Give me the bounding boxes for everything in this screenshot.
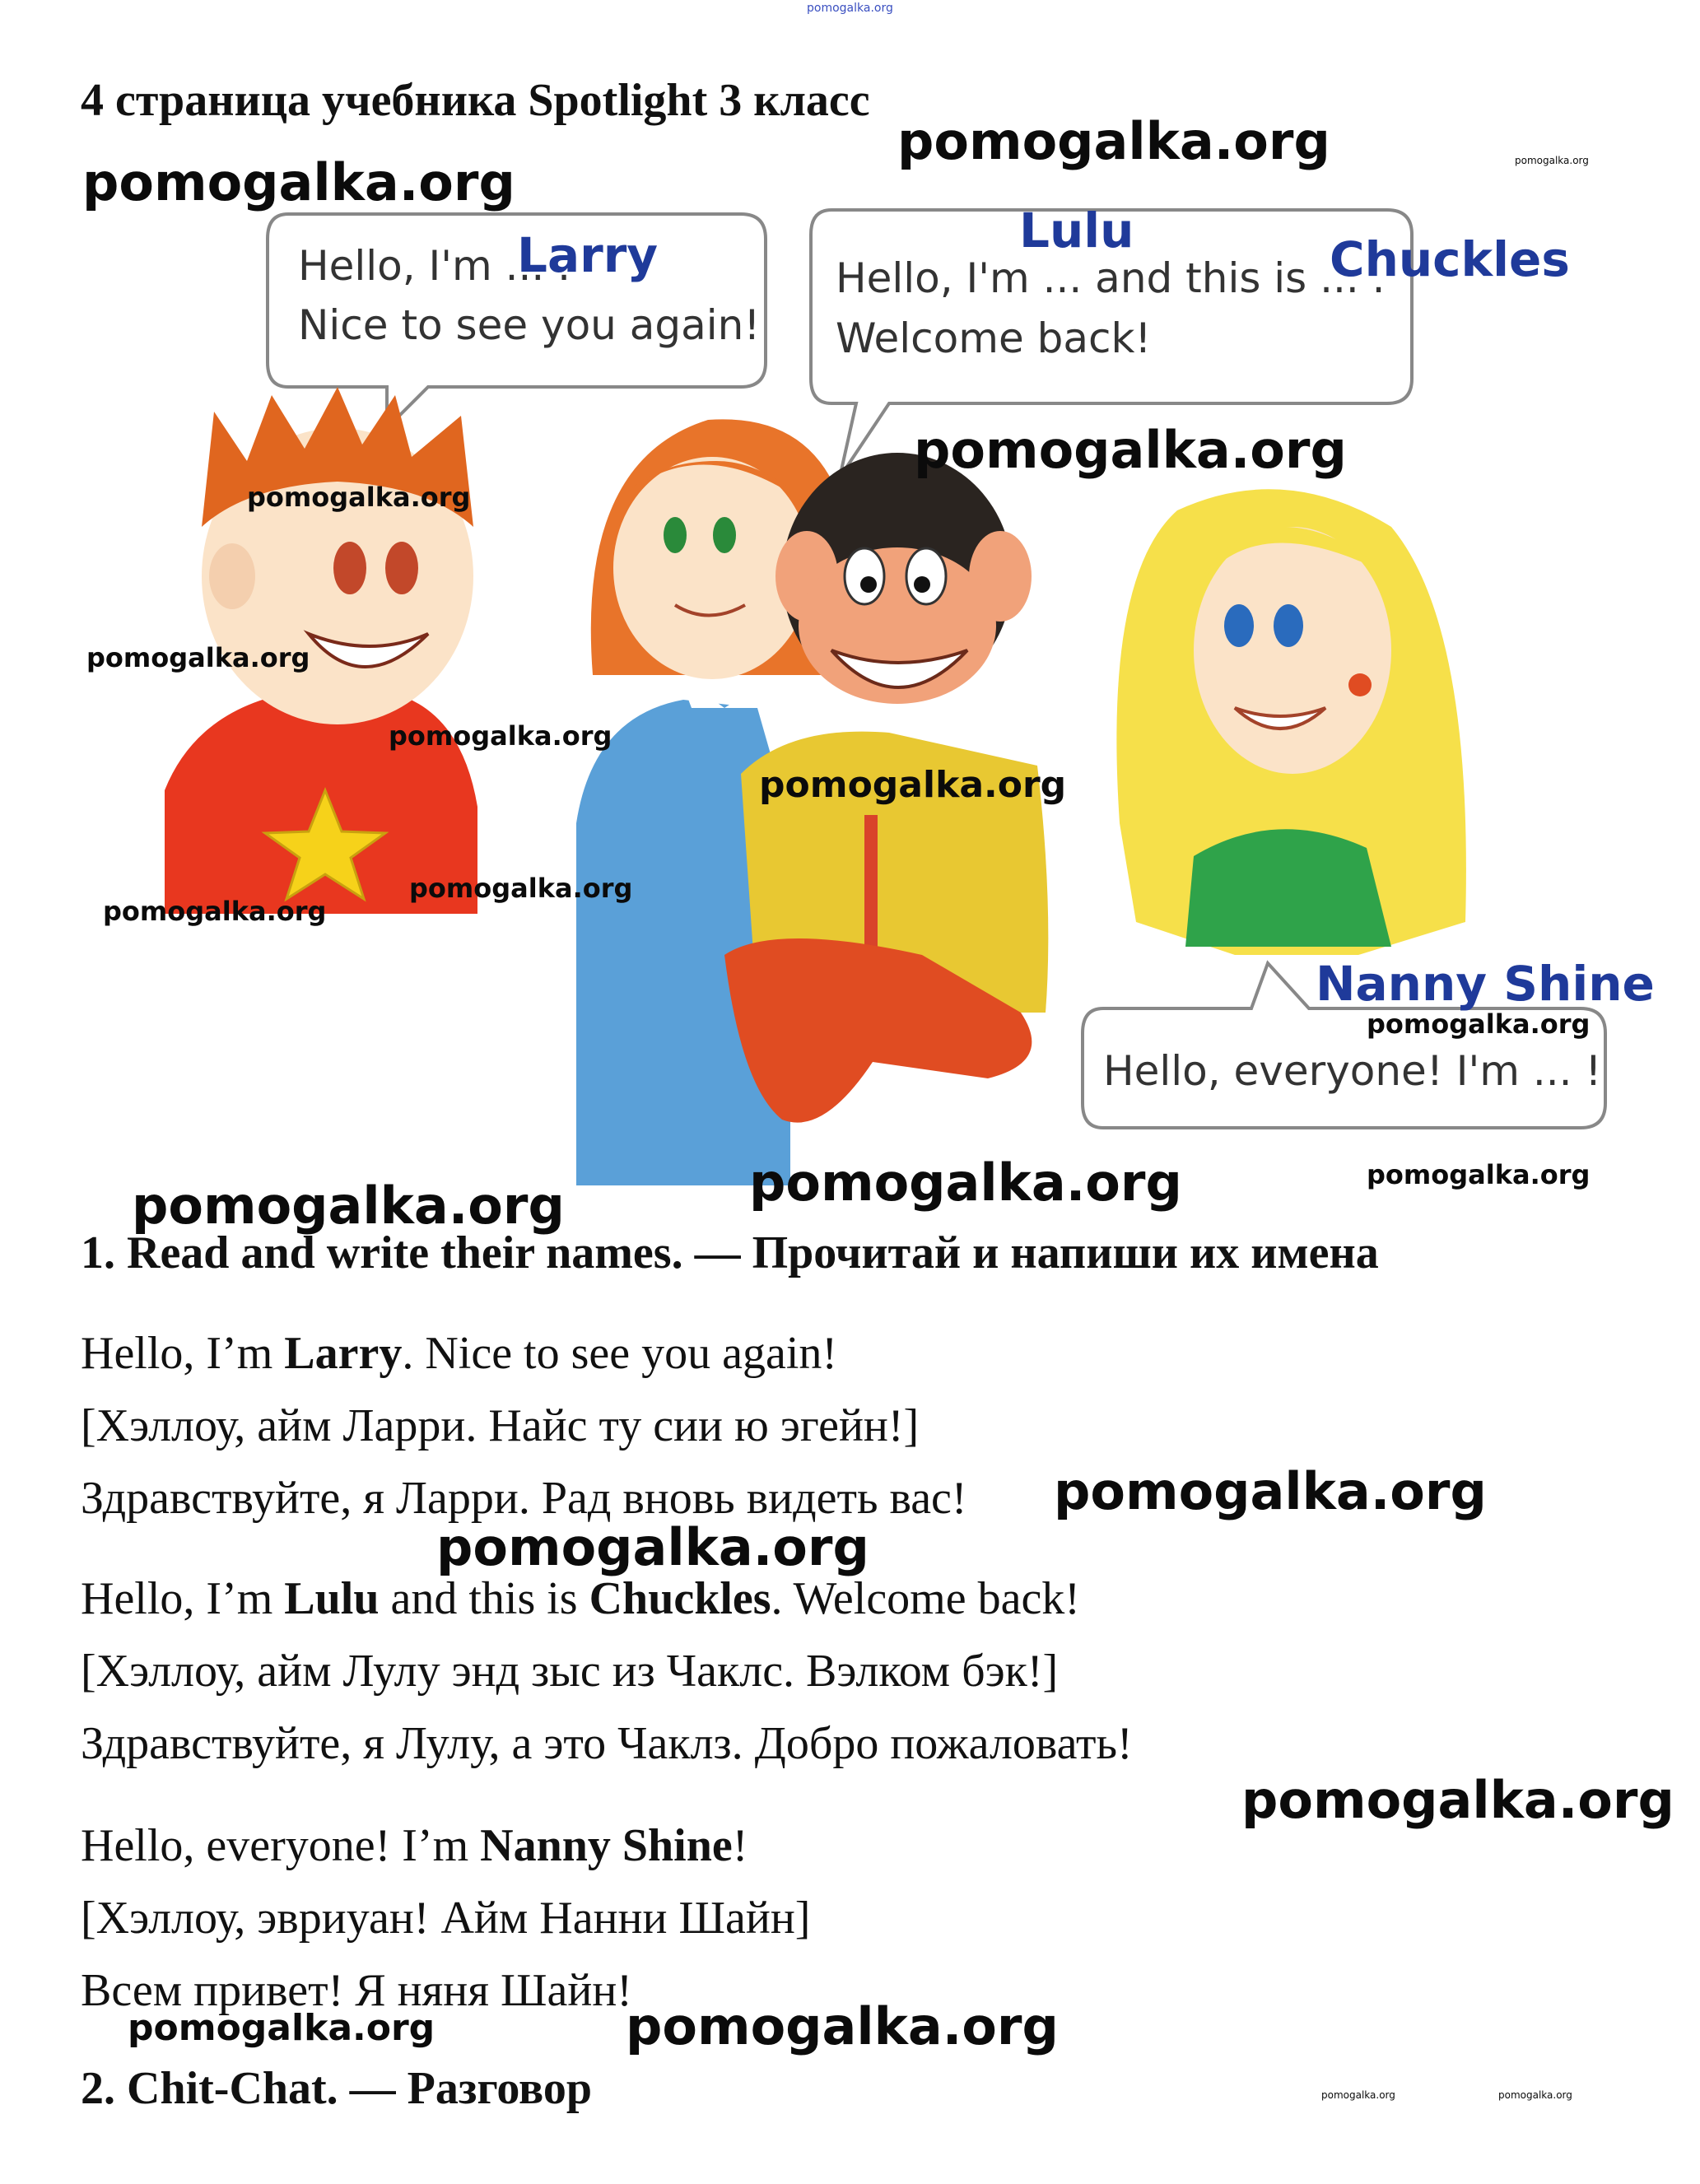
watermark: pomogalka.org	[626, 1996, 1059, 2056]
ex1-block2-transcription: [Хэллоу, айм Лулу энд зыс из Чаклс. Вэлком бэк!]	[81, 1646, 1059, 1697]
watermark: pomogalka.org	[247, 482, 471, 513]
label-nanny-shine: Nanny Shine	[1316, 956, 1655, 1012]
watermark: pomogalka.org	[128, 2007, 435, 2049]
bubble-lulu-line2: Welcome back!	[836, 314, 1152, 362]
bubble-lulu-line1: Hello, I'm ... and this is ... .	[836, 254, 1386, 302]
watermark: pomogalka.org	[1241, 1770, 1674, 1830]
ex1-block1-transcription: [Хэллоу, айм Ларри. Найс ту сии ю эгейн!]	[81, 1400, 920, 1451]
page-title: 4 страница учебника Spotlight 3 класс	[81, 75, 870, 126]
bubble-nanny-line1: Hello, everyone! I'm ... !	[1103, 1047, 1602, 1095]
watermark: pomogalka.org	[897, 111, 1330, 171]
ex1-block1-english: Hello, I’m Larry. Nice to see you again!	[81, 1328, 838, 1379]
watermark: pomogalka.org	[436, 1517, 869, 1577]
ex1-block3-english: Hello, everyone! I’m Nanny Shine!	[81, 1820, 748, 1871]
watermark: pomogalka.org	[82, 152, 515, 212]
watermark: pomogalka.org	[86, 642, 310, 673]
watermark: pomogalka.org	[759, 764, 1067, 806]
watermark: pomogalka.org	[389, 720, 612, 752]
watermark: pomogalka.org	[1054, 1461, 1487, 1521]
ex1-block1-translation: Здравствуйте, я Ларри. Рад вновь видеть вас!	[81, 1473, 967, 1524]
watermark-top: pomogalka.org	[807, 2, 893, 15]
speech-bubble-larry	[268, 214, 766, 428]
speech-bubble-nanny	[1083, 956, 1655, 1128]
label-chuckles: Chuckles	[1330, 231, 1570, 287]
watermark: pomogalka.org	[914, 420, 1347, 480]
ex1-block3-translation: Всем привет! Я няня Шайн!	[81, 1965, 632, 2016]
exercise2-heading: 2. Chit-Chat. — Разговор	[81, 2063, 593, 2114]
watermark: pomogalka.org	[1367, 1008, 1591, 1040]
label-larry: Larry	[517, 227, 659, 283]
watermark: pomogalka.org	[1321, 2089, 1395, 2101]
ex1-block2-translation: Здравствуйте, я Лулу, а это Чаклз. Добро пожаловать!	[81, 1718, 1133, 1769]
character-nanny-shine	[1116, 489, 1466, 955]
watermark: pomogalka.org	[749, 1153, 1182, 1213]
label-lulu: Lulu	[1019, 203, 1134, 258]
watermark: pomogalka.org	[103, 896, 327, 927]
watermark: pomogalka.org	[1367, 1159, 1591, 1190]
bubble-larry-line1: Hello, I'm ... .	[298, 242, 571, 290]
bubble-larry-line2: Nice to see you again!	[298, 301, 761, 349]
ex1-block2-english: Hello, I’m Lulu and this is Chuckles. Welcome back!	[81, 1573, 1080, 1624]
watermark: pomogalka.org	[132, 1176, 565, 1236]
ex1-block3-transcription: [Хэллоу, эвриуан! Айм Нанни Шайн]	[81, 1893, 811, 1944]
watermark: pomogalka.org	[1498, 2089, 1572, 2101]
watermark: pomogalka.org	[409, 873, 633, 904]
exercise1-heading: 1. Read and write their names. — Прочитай и напиши их имена	[81, 1227, 1379, 1278]
watermark: pomogalka.org	[1515, 155, 1589, 166]
